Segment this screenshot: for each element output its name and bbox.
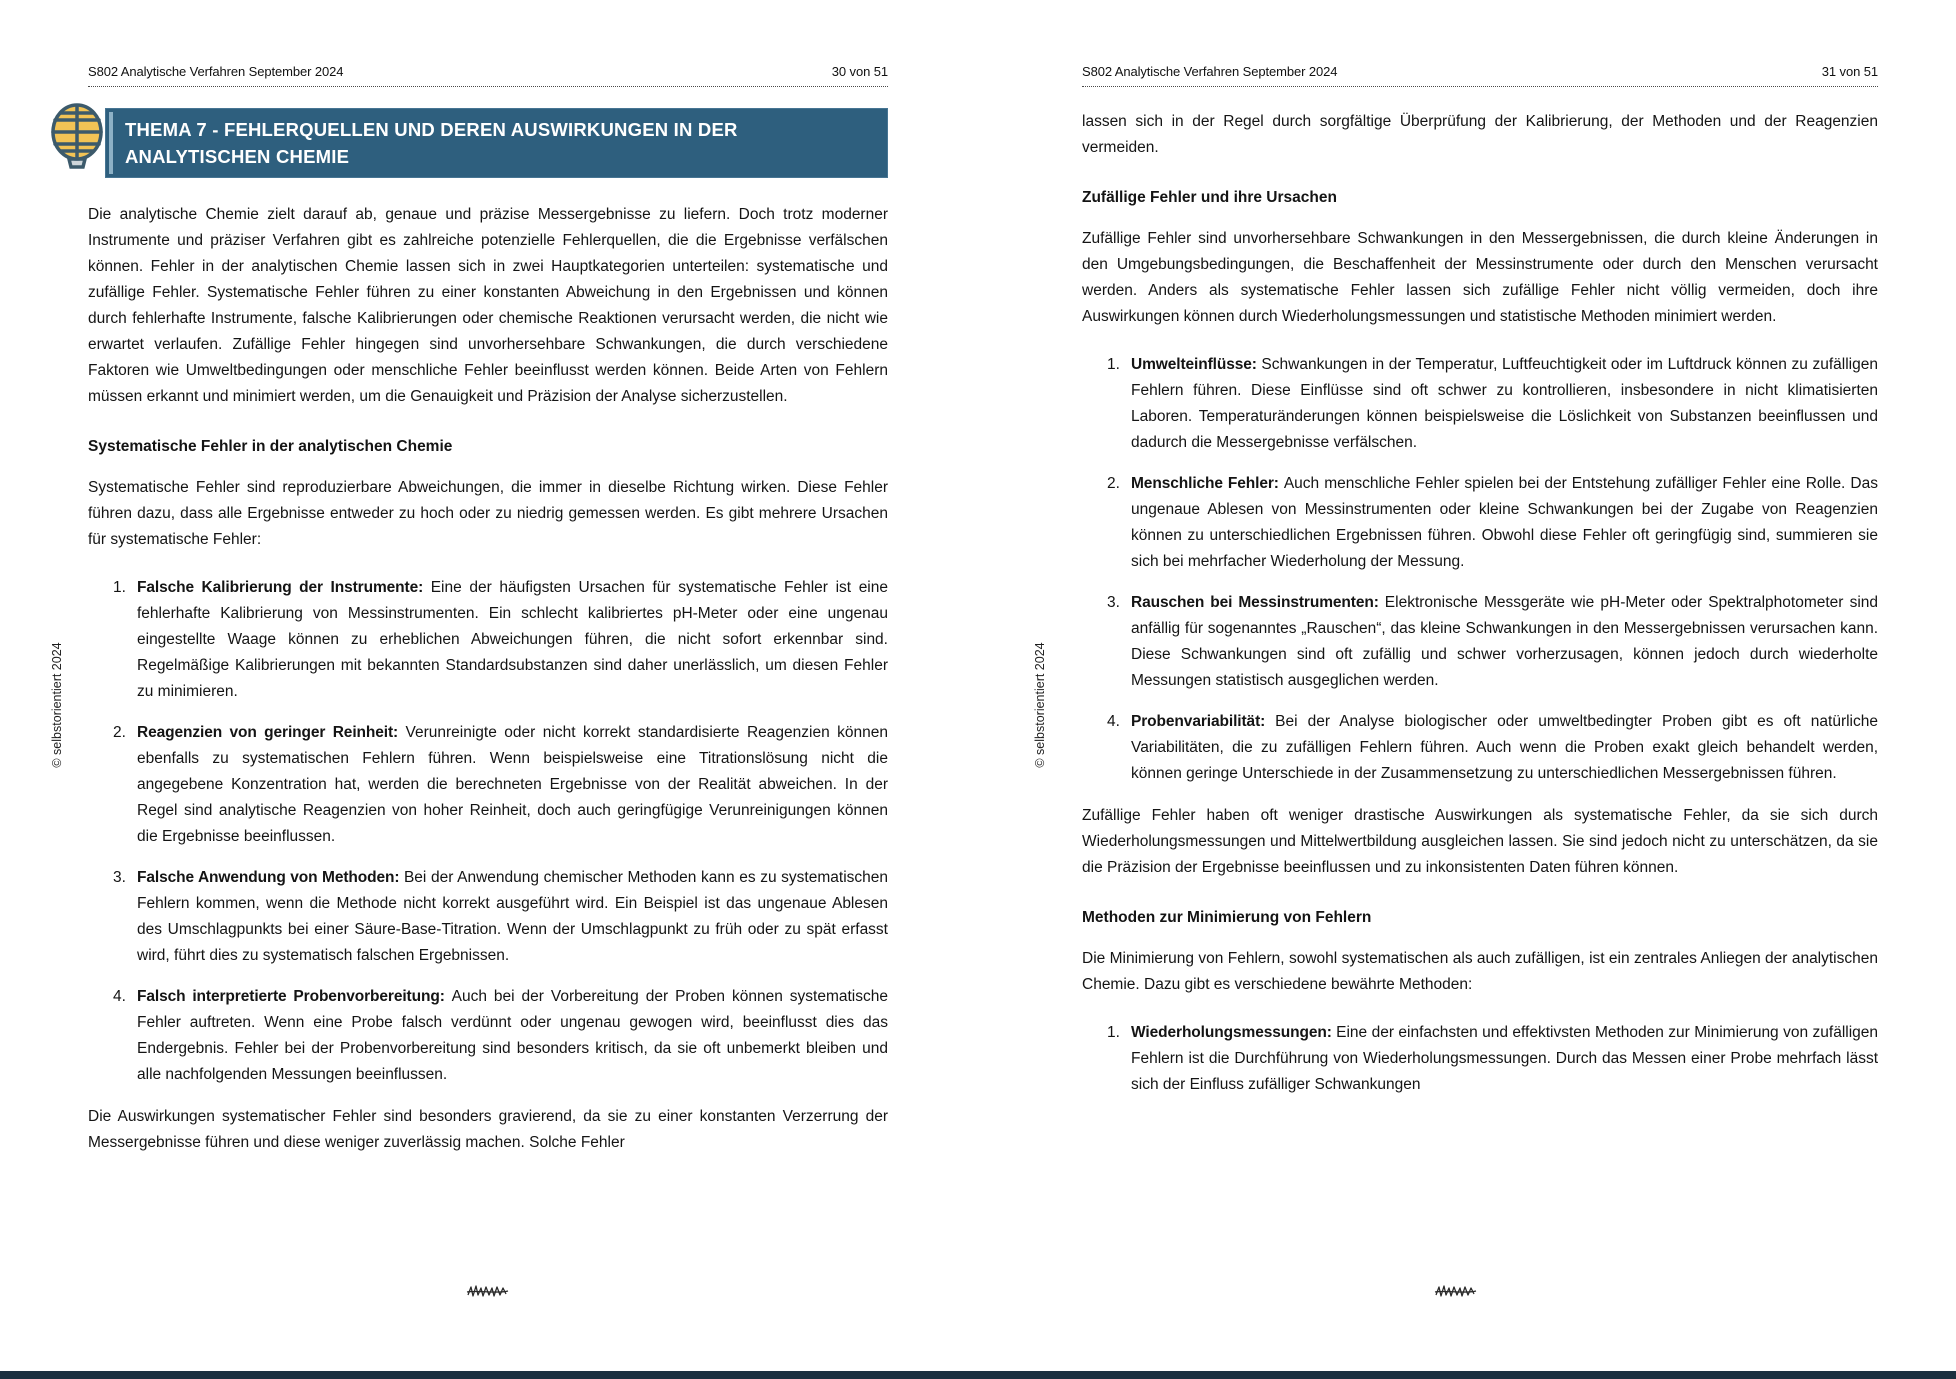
bottom-edge-bar [0, 1371, 1956, 1379]
header-page-number: 31 von 51 [1821, 64, 1878, 79]
list-item-text: Falsch interpretierte Probenvorbereitung: Auch bei der Vorbereitung der Proben können systematische Fehler auftreten. Wenn eine Probe falsch verdünnt oder ungenau gewogen wird, beeinflusst dies das Endergebnis. Fehler bei der Probenvorbereitung sind besonders kritisch, da sie oft unbemerkt bleiben und alle nachfolgenden Messungen beeinflussen. [137, 988, 888, 1083]
signature-scribble [465, 1282, 509, 1305]
list-item [88, 575, 888, 705]
list-item-lead: Falsche Anwendung von Methoden: [137, 869, 404, 886]
list-item-text: Wiederholungsmessungen: Eine der einfachsten und effektivsten Methoden zur Minimierung von zufälligen Fehlern ist die Durchführung von Wiederholungsmessungen. Durch das Messen einer Probe mehrfach lässt sich der Einfluss zufälliger Schwankungen [1131, 1024, 1879, 1093]
list-item [88, 865, 888, 969]
list-item-lead: Rauschen bei Messinstrumenten: [1131, 594, 1385, 611]
title-accent-bar [109, 112, 113, 174]
list-item-number: 4. [1107, 713, 1120, 730]
list-item-number: 1. [113, 579, 126, 596]
numbered-list [88, 575, 888, 1088]
numbered-list [1082, 352, 1878, 787]
list-item-text: Falsche Anwendung von Methoden: Bei der Anwendung chemischer Methoden kann es zu systematischen Fehlern kommen, wenn die Methode nicht korrekt ausgeführt wird. Ein Beispiel ist das ungenaue Ablesen des Umschlagpunkts bei einer Säure-Base-Titration. Wenn der Umschlagpunkt zu früh oder zu spät erfasst wird, führt dies zu systematisch falschen Ergebnissen. [137, 869, 888, 964]
header-page-number: 30 von 51 [831, 64, 888, 79]
list-item-number: 3. [113, 869, 126, 886]
section-heading: Methoden zur Minimierung von Fehlern [1082, 909, 1372, 926]
section-heading: Systematische Fehler in der analytischen Chemie [88, 438, 453, 455]
paragraph: Die Auswirkungen systematischer Fehler sind besonders gravierend, da sie zu einer konstanten Verzerrung der Messergebnisse führen und diese weniger zuverlässig machen. Solche Fehler [88, 1108, 888, 1151]
paragraph: Zufällige Fehler sind unvorhersehbare Schwankungen in den Messergebnissen, die durch kleine Änderungen in den Umgebungsbedingungen, die Beschaffenheit der Messinstrumente oder durch den Menschen verursacht werden. Anders als systematische Fehler lassen sich zufällige Fehler nicht völlig vermeiden, doch ihre Auswirkungen können durch Wiederholungsmessungen und statistische Methoden minimiert werden. [1082, 230, 1878, 325]
paragraph: Zufällige Fehler haben oft weniger drastische Auswirkungen als systematische Fehler, da sie sich durch Wiederholungsmessungen und Mittelwertbildung ausgleichen lassen. Sie sind jedoch nicht zu unterschätzen, da sie die Präzision der Ergebnisse beeinflussen und zu inkonsistenten Daten führen können. [1082, 807, 1878, 876]
list-item [88, 984, 888, 1088]
paragraph: Systematische Fehler sind reproduzierbare Abweichungen, die immer in dieselbe Richtung wirken. Diese Fehler führen dazu, dass alle Ergebnisse entweder zu hoch oder zu niedrig gemessen werden. Es gibt mehrere Ursachen für systematische Fehler: [88, 479, 888, 548]
list-item [1082, 709, 1878, 787]
list-item-lead: Menschliche Fehler: [1131, 475, 1284, 492]
list-item-number: 1. [1107, 1024, 1120, 1041]
list-item [1082, 471, 1878, 575]
page-header [88, 64, 888, 87]
page-31 [978, 0, 1956, 1379]
section-heading: Zufällige Fehler und ihre Ursachen [1082, 189, 1337, 206]
list-item-lead: Falsch interpretierte Probenvorbereitung: [137, 988, 452, 1005]
page-content [1082, 109, 1878, 1098]
list-item-text: Rauschen bei Messinstrumenten: Elektronische Messgeräte wie pH-Meter oder Spektralphotometer sind anfällig für sogenanntes „Rauschen“, das kleine Schwankungen in den Messergebnissen verursachen kann. Diese Schwankungen sind oft zufällig und schwer vorherzusagen, können jedoch durch wiederholte Messungen statistisch ausgeglichen werden. [1131, 594, 1879, 689]
list-item-lead: Wiederholungsmessungen: [1131, 1024, 1337, 1041]
topic-title-bar [105, 108, 888, 178]
topic-banner [88, 108, 888, 178]
list-item [1082, 1020, 1878, 1098]
list-item-text: Menschliche Fehler: Auch menschliche Fehler spielen bei der Entstehung zufälliger Fehler eine Rolle. Das ungenaue Ablesen von Messinstrumenten oder kleine Schwankungen bei der Zugabe von Reagenzien können zu unterschiedlichen Ergebnissen führen. Obwohl diese Fehler oft geringfügig sind, summieren sie sich bei mehrfacher Wiederholung der Messung. [1131, 475, 1878, 570]
list-item-number: 1. [1107, 356, 1120, 373]
paragraph: lassen sich in der Regel durch sorgfältige Überprüfung der Kalibrierung, der Methoden und der Reagenzien vermeiden. [1082, 113, 1878, 156]
header-doc-title: S802 Analytische Verfahren September 2024 [88, 64, 344, 79]
list-item-lead: Umwelteinflüsse: [1131, 356, 1262, 373]
list-item-number: 2. [1107, 475, 1120, 492]
list-item-text: Falsche Kalibrierung der Instrumente: Eine der häufigsten Ursachen für systematische Fehler ist eine fehlerhafte Kalibrierung von Messinstrumenten. Ein schlecht kalibriertes pH-Meter oder eine ungenau eingestellte Waage können zu erheblichen Abweichungen führen, die nicht sofort erkennbar sind. Regelmäßige Kalibrierungen mit bekannten Standardsubstanzen sind daher unerlässlich, um diesen Fehler zu minimieren. [137, 579, 888, 700]
numbered-list [1082, 1020, 1878, 1098]
list-item [88, 720, 888, 850]
list-item-number: 3. [1107, 594, 1120, 611]
copyright-watermark: © selbstorientiert 2024 [1033, 642, 1047, 768]
list-item [1082, 590, 1878, 694]
list-item [1082, 352, 1878, 456]
paragraph: Die Minimierung von Fehlern, sowohl systematischen als auch zufälligen, ist ein zentrales Anliegen der analytischen Chemie. Dazu gibt es verschiedene bewährte Methoden: [1082, 950, 1878, 993]
signature-scribble [1433, 1282, 1477, 1305]
paragraph: Die analytische Chemie zielt darauf ab, genaue und präzise Messergebnisse zu liefern. Doch trotz moderner Instrumente und präziser Verfahren gibt es zahlreiche potenzielle Fehlerquellen, die die Ergebnisse verfälschen können. Fehler in der analytischen Chemie lassen sich in zwei Hauptkategorien unterteilen: systematische und zufällige Fehler. Systematische Fehler führen zu einer konstanten Abweichung in den Ergebnissen und können durch fehlerhafte Instrumente, falsche Kalibrierungen oder chemische Reaktionen verursacht werden, die nicht wie erwartet verlaufen. Zufällige Fehler hingegen sind unvorhersehbare Schwankungen, die durch verschiedene Faktoren wie Umweltbedingungen oder menschliche Fehler beeinflusst werden können. Beide Arten von Fehlern müssen erkannt und minimiert werden, um die Genauigkeit und Präzision der Analyse sicherzustellen. [88, 206, 888, 405]
list-item-number: 2. [113, 724, 126, 741]
list-item-number: 4. [113, 988, 126, 1005]
list-item-text: Probenvariabilität: Bei der Analyse biologischer oder umweltbedingter Proben gibt es oft natürliche Variabilitäten, die zu zufälligen Fehlern führen. Auch wenn die Proben exakt gleich behandelt werden, können geringe Unterschiede in der Zusammensetzung zu unterschiedlichen Messergebnissen führen. [1131, 713, 1878, 782]
list-item-text: Reagenzien von geringer Reinheit: Verunreinigte oder nicht korrekt standardisierte Reagenzien können ebenfalls zu systematischen Fehlern führen. Wenn beispielsweise eine Titrationslösung nicht die angegebene Konzentration hat, werden die berechneten Ergebnisse von der Realität abweichen. In der Regel sind analytische Reagenzien von hoher Reinheit, doch auch geringfügige Verunreinigungen können die Ergebnisse beeinflussen. [137, 724, 889, 845]
header-doc-title: S802 Analytische Verfahren September 2024 [1082, 64, 1338, 79]
list-item-lead: Falsche Kalibrierung der Instrumente: [137, 579, 431, 596]
page-header [1082, 64, 1878, 87]
list-item-lead: Probenvariabilität: [1131, 713, 1276, 730]
copyright-watermark: © selbstorientiert 2024 [50, 642, 64, 768]
topic-title: THEMA 7 - FEHLERQUELLEN UND DEREN AUSWIRKUNGEN IN DER ANALYTISCHEN CHEMIE [125, 119, 738, 167]
list-item-lead: Reagenzien von geringer Reinheit: [137, 724, 406, 741]
list-item-text: Umwelteinflüsse: Schwankungen in der Temperatur, Luftfeuchtigkeit oder im Luftdruck können zu zufälligen Fehlern führen. Diese Einflüsse sind oft schwer zu kontrollieren, insbesondere in nicht klimatisierten Laboren. Temperaturänderungen können beispielsweise die Löslichkeit von Substanzen beeinflussen und dadurch die Messergebnisse verfälschen. [1131, 356, 1878, 451]
page-content [88, 202, 888, 1156]
lantern-icon [46, 103, 108, 173]
